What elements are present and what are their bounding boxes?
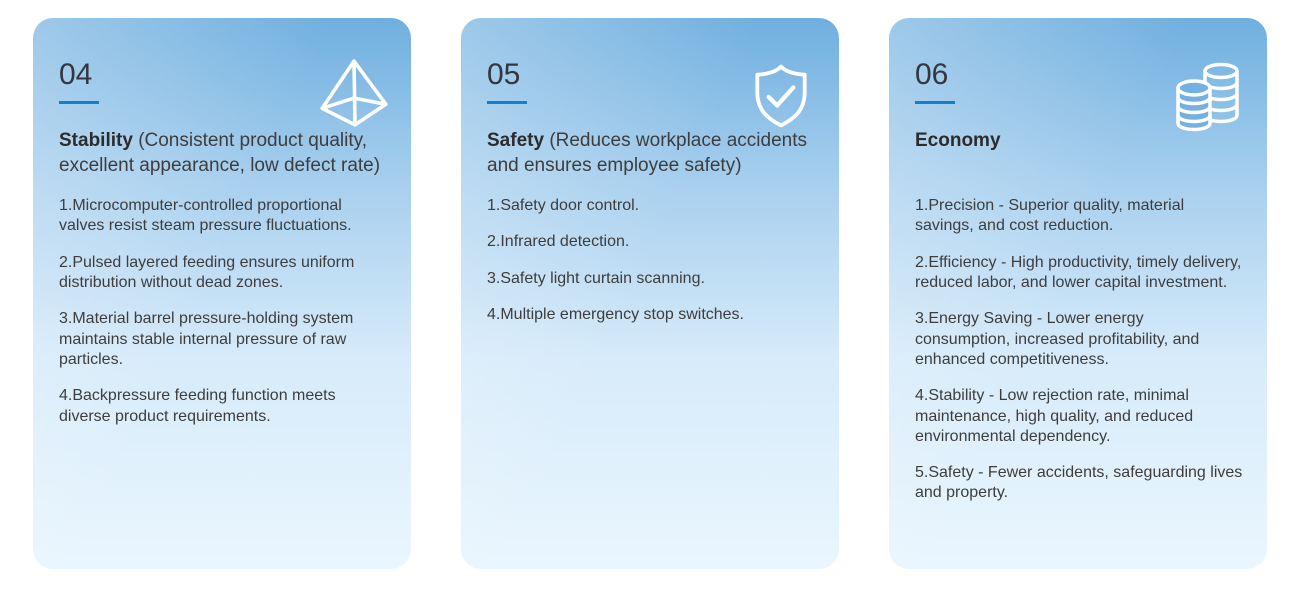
card-item: 4.Stability - Low rejection rate, minimal maintenance, high quality, and reduced environmental dependency. bbox=[915, 387, 1194, 445]
pyramid-icon bbox=[315, 56, 393, 134]
card-item: 1.Precision - Superior quality, material savings, and cost reduction. bbox=[915, 197, 1185, 235]
card-item: 3.Safety light curtain scanning. bbox=[487, 269, 705, 287]
shield-check-icon bbox=[745, 60, 817, 132]
card-body bbox=[915, 196, 1243, 504]
card-stability bbox=[33, 18, 411, 569]
card-item: 1.Microcomputer-controlled proportional valves resist steam pressure fluctuations. bbox=[59, 197, 352, 235]
card-item: 4.Multiple emergency stop switches. bbox=[487, 305, 744, 323]
number-underline bbox=[59, 101, 99, 104]
card-body bbox=[487, 196, 815, 325]
card-item: 2.Efficiency - High productivity, timely delivery, reduced labor, and lower capital investment. bbox=[915, 253, 1242, 291]
card-title-block bbox=[915, 128, 1243, 180]
card-item: 2.Infrared detection. bbox=[487, 233, 630, 251]
coins-icon bbox=[1171, 58, 1247, 134]
card-title: Safety bbox=[487, 130, 545, 151]
card-number: 04 bbox=[59, 58, 93, 91]
card-subtitle: (Consistent product quality, excellent appearance, low defect rate) bbox=[59, 130, 381, 177]
card-title-block bbox=[487, 128, 815, 180]
card-title-block bbox=[59, 128, 387, 180]
benefits-cards-section bbox=[33, 18, 1267, 569]
card-item: 2.Pulsed layered feeding ensures uniform distribution without dead zones. bbox=[59, 253, 355, 291]
card-item: 3.Energy Saving - Lower energy consumption, increased profitability, and enhanced competitiveness. bbox=[915, 310, 1200, 368]
card-number: 05 bbox=[487, 58, 521, 91]
card-title: Stability bbox=[59, 130, 133, 151]
card-economy bbox=[889, 18, 1267, 569]
card-item: 3.Material barrel pressure-holding system maintains stable internal pressure of raw particles. bbox=[59, 310, 354, 368]
card-number: 06 bbox=[915, 58, 949, 91]
card-body bbox=[59, 196, 387, 427]
card-item: 4.Backpressure feeding function meets diverse product requirements. bbox=[59, 387, 336, 425]
number-underline bbox=[915, 101, 955, 104]
card-title: Economy bbox=[915, 130, 1001, 151]
card-item: 1.Safety door control. bbox=[487, 197, 640, 214]
card-subtitle: (Reduces workplace accidents and ensures employee safety) bbox=[487, 130, 807, 177]
card-item: 5.Safety - Fewer accidents, safeguarding lives and property. bbox=[915, 464, 1243, 502]
number-underline bbox=[487, 101, 527, 104]
card-safety bbox=[461, 18, 839, 569]
